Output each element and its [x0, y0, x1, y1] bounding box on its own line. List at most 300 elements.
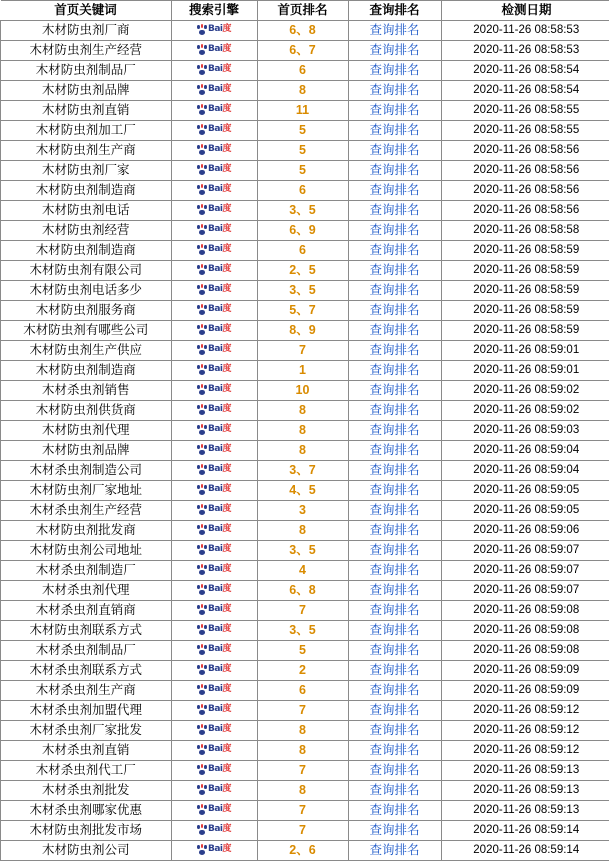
cell-rank: 8	[257, 741, 348, 761]
cell-engine	[171, 761, 257, 781]
baidu-logo-icon: Bai度	[192, 244, 236, 257]
cell-date: 2020-11-26 08:59:13	[441, 801, 609, 821]
baidu-logo-icon: Bai度	[192, 124, 236, 137]
cell-keyword: 木材杀虫剂制品厂	[1, 641, 172, 661]
query-rank-link[interactable]: 查询排名	[348, 81, 441, 101]
query-rank-link[interactable]: 查询排名	[348, 201, 441, 221]
cell-date: 2020-11-26 08:58:55	[441, 121, 609, 141]
cell-keyword: 木材杀虫剂生产经营	[1, 501, 172, 521]
query-rank-link[interactable]: 查询排名	[348, 641, 441, 661]
cell-date: 2020-11-26 08:59:02	[441, 401, 609, 421]
cell-engine	[171, 661, 257, 681]
cell-date: 2020-11-26 08:59:12	[441, 701, 609, 721]
baidu-logo-icon: Bai度	[192, 684, 236, 697]
table-row	[1, 481, 609, 501]
cell-engine	[171, 721, 257, 741]
query-rank-link[interactable]: 查询排名	[348, 361, 441, 381]
query-rank-link[interactable]: 查询排名	[348, 821, 441, 841]
baidu-logo-icon: Bai度	[192, 84, 236, 97]
cell-keyword: 木材防虫剂联系方式	[1, 621, 172, 641]
cell-engine	[171, 501, 257, 521]
cell-rank: 3	[257, 501, 348, 521]
cell-keyword: 木材防虫剂生产供应	[1, 341, 172, 361]
cell-keyword: 木材防虫剂供货商	[1, 401, 172, 421]
table-row	[1, 101, 609, 121]
cell-engine	[171, 221, 257, 241]
cell-rank: 8	[257, 521, 348, 541]
cell-engine	[171, 361, 257, 381]
table-row	[1, 61, 609, 81]
cell-rank: 7	[257, 601, 348, 621]
cell-engine	[171, 41, 257, 61]
table-body	[1, 21, 609, 861]
column-header-engine: 搜索引擎	[171, 1, 257, 21]
query-rank-link[interactable]: 查询排名	[348, 341, 441, 361]
cell-engine	[171, 101, 257, 121]
table-row	[1, 161, 609, 181]
cell-engine	[171, 621, 257, 641]
query-rank-link[interactable]: 查询排名	[348, 181, 441, 201]
table-row	[1, 421, 609, 441]
cell-date: 2020-11-26 08:58:54	[441, 81, 609, 101]
query-rank-link[interactable]: 查询排名	[348, 481, 441, 501]
table-row	[1, 81, 609, 101]
baidu-logo-icon: Bai度	[192, 784, 236, 797]
table-row	[1, 461, 609, 481]
cell-engine	[171, 301, 257, 321]
cell-rank: 6	[257, 181, 348, 201]
baidu-logo-icon: Bai度	[192, 24, 236, 37]
cell-keyword: 木材防虫剂生产商	[1, 141, 172, 161]
cell-date: 2020-11-26 08:59:01	[441, 361, 609, 381]
cell-date: 2020-11-26 08:58:59	[441, 241, 609, 261]
cell-keyword: 木材杀虫剂直销	[1, 741, 172, 761]
table-row	[1, 281, 609, 301]
cell-rank: 5	[257, 141, 348, 161]
table-row	[1, 821, 609, 841]
table-row	[1, 341, 609, 361]
query-rank-link[interactable]: 查询排名	[348, 301, 441, 321]
cell-engine	[171, 201, 257, 221]
cell-rank: 8、9	[257, 321, 348, 341]
cell-engine	[171, 401, 257, 421]
table-row	[1, 181, 609, 201]
table-row	[1, 241, 609, 261]
cell-keyword: 木材防虫剂电话	[1, 201, 172, 221]
baidu-logo-icon: Bai度	[192, 64, 236, 77]
cell-date: 2020-11-26 08:58:56	[441, 141, 609, 161]
cell-date: 2020-11-26 08:59:12	[441, 721, 609, 741]
table-row	[1, 121, 609, 141]
table-row	[1, 701, 609, 721]
cell-engine	[171, 561, 257, 581]
table-row	[1, 441, 609, 461]
cell-engine	[171, 821, 257, 841]
cell-rank: 10	[257, 381, 348, 401]
table-row	[1, 801, 609, 821]
cell-rank: 8	[257, 401, 348, 421]
cell-rank: 5	[257, 121, 348, 141]
cell-date: 2020-11-26 08:59:14	[441, 841, 609, 861]
query-rank-link[interactable]: 查询排名	[348, 261, 441, 281]
cell-keyword: 木材防虫剂代理	[1, 421, 172, 441]
cell-date: 2020-11-26 08:58:53	[441, 41, 609, 61]
cell-rank: 3、5	[257, 621, 348, 641]
baidu-logo-icon: Bai度	[192, 44, 236, 57]
query-rank-link[interactable]: 查询排名	[348, 541, 441, 561]
cell-keyword: 木材杀虫剂代理	[1, 581, 172, 601]
table-row	[1, 261, 609, 281]
cell-keyword: 木材防虫剂电话多少	[1, 281, 172, 301]
cell-engine	[171, 181, 257, 201]
baidu-logo-icon: Bai度	[192, 644, 236, 657]
table-row	[1, 141, 609, 161]
cell-keyword: 木材杀虫剂哪家优惠	[1, 801, 172, 821]
query-rank-link[interactable]: 查询排名	[348, 401, 441, 421]
baidu-logo-icon: Bai度	[192, 344, 236, 357]
cell-date: 2020-11-26 08:58:55	[441, 101, 609, 121]
cell-date: 2020-11-26 08:58:58	[441, 221, 609, 241]
table-row	[1, 41, 609, 61]
cell-date: 2020-11-26 08:58:59	[441, 281, 609, 301]
cell-rank: 6、8	[257, 21, 348, 41]
baidu-logo-icon: Bai度	[192, 184, 236, 197]
cell-rank: 5	[257, 641, 348, 661]
cell-date: 2020-11-26 08:59:02	[441, 381, 609, 401]
table-row	[1, 321, 609, 341]
cell-engine	[171, 81, 257, 101]
cell-date: 2020-11-26 08:59:04	[441, 461, 609, 481]
table-row	[1, 601, 609, 621]
cell-engine	[171, 581, 257, 601]
table-row	[1, 401, 609, 421]
cell-rank: 8	[257, 81, 348, 101]
baidu-logo-icon: Bai度	[192, 564, 236, 577]
query-rank-link[interactable]: 查询排名	[348, 381, 441, 401]
baidu-logo-icon: Bai度	[192, 804, 236, 817]
table-row	[1, 521, 609, 541]
query-rank-link[interactable]: 查询排名	[348, 781, 441, 801]
query-rank-link[interactable]: 查询排名	[348, 581, 441, 601]
cell-rank: 4、5	[257, 481, 348, 501]
cell-date: 2020-11-26 08:59:08	[441, 601, 609, 621]
cell-keyword: 木材杀虫剂代工厂	[1, 761, 172, 781]
cell-engine	[171, 261, 257, 281]
cell-date: 2020-11-26 08:59:04	[441, 441, 609, 461]
cell-engine	[171, 281, 257, 301]
cell-rank: 3、5	[257, 541, 348, 561]
cell-keyword: 木材杀虫剂销售	[1, 381, 172, 401]
query-rank-link[interactable]: 查询排名	[348, 221, 441, 241]
cell-date: 2020-11-26 08:59:01	[441, 341, 609, 361]
cell-keyword: 木材杀虫剂制造厂	[1, 561, 172, 581]
cell-date: 2020-11-26 08:59:05	[441, 481, 609, 501]
query-rank-link[interactable]: 查询排名	[348, 421, 441, 441]
baidu-logo-icon: Bai度	[192, 284, 236, 297]
cell-engine	[171, 441, 257, 461]
cell-rank: 6	[257, 681, 348, 701]
cell-engine	[171, 641, 257, 661]
cell-keyword: 木材防虫剂厂家	[1, 161, 172, 181]
column-header-rank: 首页排名	[257, 1, 348, 21]
baidu-logo-icon: Bai度	[192, 264, 236, 277]
table-row	[1, 581, 609, 601]
cell-rank: 5	[257, 161, 348, 181]
query-rank-link[interactable]: 查询排名	[348, 621, 441, 641]
table-row	[1, 501, 609, 521]
table-row	[1, 641, 609, 661]
baidu-logo-icon: Bai度	[192, 744, 236, 757]
cell-date: 2020-11-26 08:58:53	[441, 21, 609, 41]
cell-engine	[171, 701, 257, 721]
cell-rank: 6、7	[257, 41, 348, 61]
baidu-logo-icon: Bai度	[192, 764, 236, 777]
baidu-logo-icon: Bai度	[192, 144, 236, 157]
query-rank-link[interactable]: 查询排名	[348, 601, 441, 621]
baidu-logo-icon: Bai度	[192, 664, 236, 677]
cell-keyword: 木材防虫剂生产经营	[1, 41, 172, 61]
query-rank-link[interactable]: 查询排名	[348, 241, 441, 261]
cell-keyword: 木材防虫剂制造商	[1, 241, 172, 261]
cell-keyword: 木材杀虫剂制造公司	[1, 461, 172, 481]
cell-keyword: 木材防虫剂品牌	[1, 441, 172, 461]
cell-date: 2020-11-26 08:58:54	[441, 61, 609, 81]
baidu-logo-icon: Bai度	[192, 844, 236, 857]
table-row	[1, 681, 609, 701]
cell-engine	[171, 241, 257, 261]
cell-rank: 8	[257, 441, 348, 461]
column-header-keyword: 首页关键词	[1, 1, 172, 21]
query-rank-link[interactable]: 查询排名	[348, 661, 441, 681]
table-row	[1, 201, 609, 221]
baidu-logo-icon: Bai度	[192, 444, 236, 457]
query-rank-link[interactable]: 查询排名	[348, 841, 441, 861]
baidu-logo-icon: Bai度	[192, 504, 236, 517]
table-row	[1, 361, 609, 381]
query-rank-link[interactable]: 查询排名	[348, 461, 441, 481]
query-rank-link[interactable]: 查询排名	[348, 741, 441, 761]
baidu-logo-icon: Bai度	[192, 324, 236, 337]
cell-keyword: 木材防虫剂制造商	[1, 181, 172, 201]
baidu-logo-icon: Bai度	[192, 404, 236, 417]
baidu-logo-icon: Bai度	[192, 464, 236, 477]
cell-keyword: 木材杀虫剂直销商	[1, 601, 172, 621]
cell-date: 2020-11-26 08:59:03	[441, 421, 609, 441]
cell-rank: 5、7	[257, 301, 348, 321]
baidu-logo-icon: Bai度	[192, 724, 236, 737]
cell-keyword: 木材防虫剂直销	[1, 101, 172, 121]
cell-rank: 8	[257, 421, 348, 441]
cell-rank: 6	[257, 241, 348, 261]
cell-rank: 2	[257, 661, 348, 681]
baidu-logo-icon: Bai度	[192, 384, 236, 397]
cell-rank: 8	[257, 721, 348, 741]
query-rank-link[interactable]: 查询排名	[348, 21, 441, 41]
table-row	[1, 221, 609, 241]
table-row	[1, 561, 609, 581]
table-row	[1, 761, 609, 781]
cell-engine	[171, 321, 257, 341]
cell-engine	[171, 681, 257, 701]
cell-keyword: 木材防虫剂公司地址	[1, 541, 172, 561]
cell-engine	[171, 741, 257, 761]
cell-rank: 7	[257, 701, 348, 721]
table-header	[1, 1, 609, 21]
cell-rank: 1	[257, 361, 348, 381]
baidu-logo-icon: Bai度	[192, 584, 236, 597]
cell-keyword: 木材防虫剂服务商	[1, 301, 172, 321]
query-rank-link[interactable]: 查询排名	[348, 321, 441, 341]
query-rank-link[interactable]: 查询排名	[348, 161, 441, 181]
cell-keyword: 木材杀虫剂联系方式	[1, 661, 172, 681]
query-rank-link[interactable]: 查询排名	[348, 561, 441, 581]
cell-date: 2020-11-26 08:58:56	[441, 181, 609, 201]
cell-engine	[171, 481, 257, 501]
table-row	[1, 381, 609, 401]
cell-keyword: 木材防虫剂厂家地址	[1, 481, 172, 501]
cell-date: 2020-11-26 08:59:13	[441, 781, 609, 801]
table-row	[1, 661, 609, 681]
cell-engine	[171, 341, 257, 361]
baidu-logo-icon: Bai度	[192, 304, 236, 317]
table-row	[1, 741, 609, 761]
cell-keyword: 木材防虫剂公司	[1, 841, 172, 861]
cell-engine	[171, 141, 257, 161]
cell-keyword: 木材防虫剂厂商	[1, 21, 172, 41]
baidu-logo-icon: Bai度	[192, 484, 236, 497]
query-rank-link[interactable]: 查询排名	[348, 681, 441, 701]
cell-date: 2020-11-26 08:59:08	[441, 641, 609, 661]
cell-rank: 2、6	[257, 841, 348, 861]
query-rank-link[interactable]: 查询排名	[348, 141, 441, 161]
cell-date: 2020-11-26 08:59:14	[441, 821, 609, 841]
baidu-logo-icon: Bai度	[192, 104, 236, 117]
cell-engine	[171, 461, 257, 481]
baidu-logo-icon: Bai度	[192, 544, 236, 557]
query-rank-link[interactable]: 查询排名	[348, 721, 441, 741]
cell-engine	[171, 121, 257, 141]
cell-keyword: 木材防虫剂品牌	[1, 81, 172, 101]
cell-date: 2020-11-26 08:59:09	[441, 661, 609, 681]
cell-engine	[171, 541, 257, 561]
table-row	[1, 841, 609, 861]
cell-date: 2020-11-26 08:59:07	[441, 581, 609, 601]
cell-rank: 6	[257, 61, 348, 81]
cell-engine	[171, 61, 257, 81]
cell-keyword: 木材防虫剂经营	[1, 221, 172, 241]
query-rank-link[interactable]: 查询排名	[348, 121, 441, 141]
baidu-logo-icon: Bai度	[192, 164, 236, 177]
cell-engine	[171, 801, 257, 821]
table-row	[1, 721, 609, 741]
baidu-logo-icon: Bai度	[192, 364, 236, 377]
column-header-query: 查询排名	[348, 1, 441, 21]
table-row	[1, 781, 609, 801]
cell-date: 2020-11-26 08:58:59	[441, 261, 609, 281]
query-rank-link[interactable]: 查询排名	[348, 281, 441, 301]
query-rank-link[interactable]: 查询排名	[348, 521, 441, 541]
cell-keyword: 木材杀虫剂生产商	[1, 681, 172, 701]
cell-keyword: 木材杀虫剂加盟代理	[1, 701, 172, 721]
query-rank-link[interactable]: 查询排名	[348, 41, 441, 61]
cell-date: 2020-11-26 08:58:59	[441, 321, 609, 341]
query-rank-link[interactable]: 查询排名	[348, 761, 441, 781]
cell-keyword: 木材防虫剂制造商	[1, 361, 172, 381]
cell-engine	[171, 421, 257, 441]
cell-engine	[171, 521, 257, 541]
cell-engine	[171, 21, 257, 41]
cell-rank: 7	[257, 801, 348, 821]
cell-engine	[171, 601, 257, 621]
cell-keyword: 木材防虫剂批发市场	[1, 821, 172, 841]
cell-date: 2020-11-26 08:58:56	[441, 161, 609, 181]
cell-keyword: 木材防虫剂加工厂	[1, 121, 172, 141]
baidu-logo-icon: Bai度	[192, 704, 236, 717]
cell-rank: 11	[257, 101, 348, 121]
cell-keyword: 木材防虫剂有哪些公司	[1, 321, 172, 341]
cell-engine	[171, 161, 257, 181]
baidu-logo-icon: Bai度	[192, 224, 236, 237]
cell-keyword: 木材防虫剂有限公司	[1, 261, 172, 281]
cell-date: 2020-11-26 08:58:56	[441, 201, 609, 221]
baidu-logo-icon: Bai度	[192, 824, 236, 837]
cell-rank: 3、5	[257, 281, 348, 301]
query-rank-link[interactable]: 查询排名	[348, 801, 441, 821]
cell-rank: 7	[257, 821, 348, 841]
cell-rank: 4	[257, 561, 348, 581]
query-rank-link[interactable]: 查询排名	[348, 61, 441, 81]
cell-date: 2020-11-26 08:59:06	[441, 521, 609, 541]
column-header-date: 检测日期	[441, 1, 609, 21]
cell-date: 2020-11-26 08:59:07	[441, 541, 609, 561]
cell-rank: 3、7	[257, 461, 348, 481]
query-rank-link[interactable]: 查询排名	[348, 701, 441, 721]
table-header-row	[1, 1, 609, 21]
table-row	[1, 541, 609, 561]
cell-rank: 7	[257, 341, 348, 361]
table-row	[1, 621, 609, 641]
query-rank-link[interactable]: 查询排名	[348, 441, 441, 461]
cell-date: 2020-11-26 08:58:59	[441, 301, 609, 321]
cell-keyword: 木材杀虫剂批发	[1, 781, 172, 801]
cell-date: 2020-11-26 08:59:13	[441, 761, 609, 781]
cell-rank: 3、5	[257, 201, 348, 221]
cell-rank: 2、5	[257, 261, 348, 281]
table-row	[1, 301, 609, 321]
cell-engine	[171, 841, 257, 861]
cell-date: 2020-11-26 08:59:07	[441, 561, 609, 581]
cell-date: 2020-11-26 08:59:12	[441, 741, 609, 761]
cell-rank: 6、8	[257, 581, 348, 601]
cell-rank: 8	[257, 781, 348, 801]
cell-keyword: 木材防虫剂制品厂	[1, 61, 172, 81]
baidu-logo-icon: Bai度	[192, 424, 236, 437]
cell-date: 2020-11-26 08:59:05	[441, 501, 609, 521]
baidu-logo-icon: Bai度	[192, 524, 236, 537]
cell-rank: 7	[257, 761, 348, 781]
cell-rank: 6、9	[257, 221, 348, 241]
cell-engine	[171, 781, 257, 801]
query-rank-link[interactable]: 查询排名	[348, 101, 441, 121]
cell-date: 2020-11-26 08:59:09	[441, 681, 609, 701]
baidu-logo-icon: Bai度	[192, 624, 236, 637]
query-rank-link[interactable]: 查询排名	[348, 501, 441, 521]
baidu-logo-icon: Bai度	[192, 604, 236, 617]
baidu-logo-icon: Bai度	[192, 204, 236, 217]
cell-keyword: 木材杀虫剂厂家批发	[1, 721, 172, 741]
cell-keyword: 木材防虫剂批发商	[1, 521, 172, 541]
table-row	[1, 21, 609, 41]
